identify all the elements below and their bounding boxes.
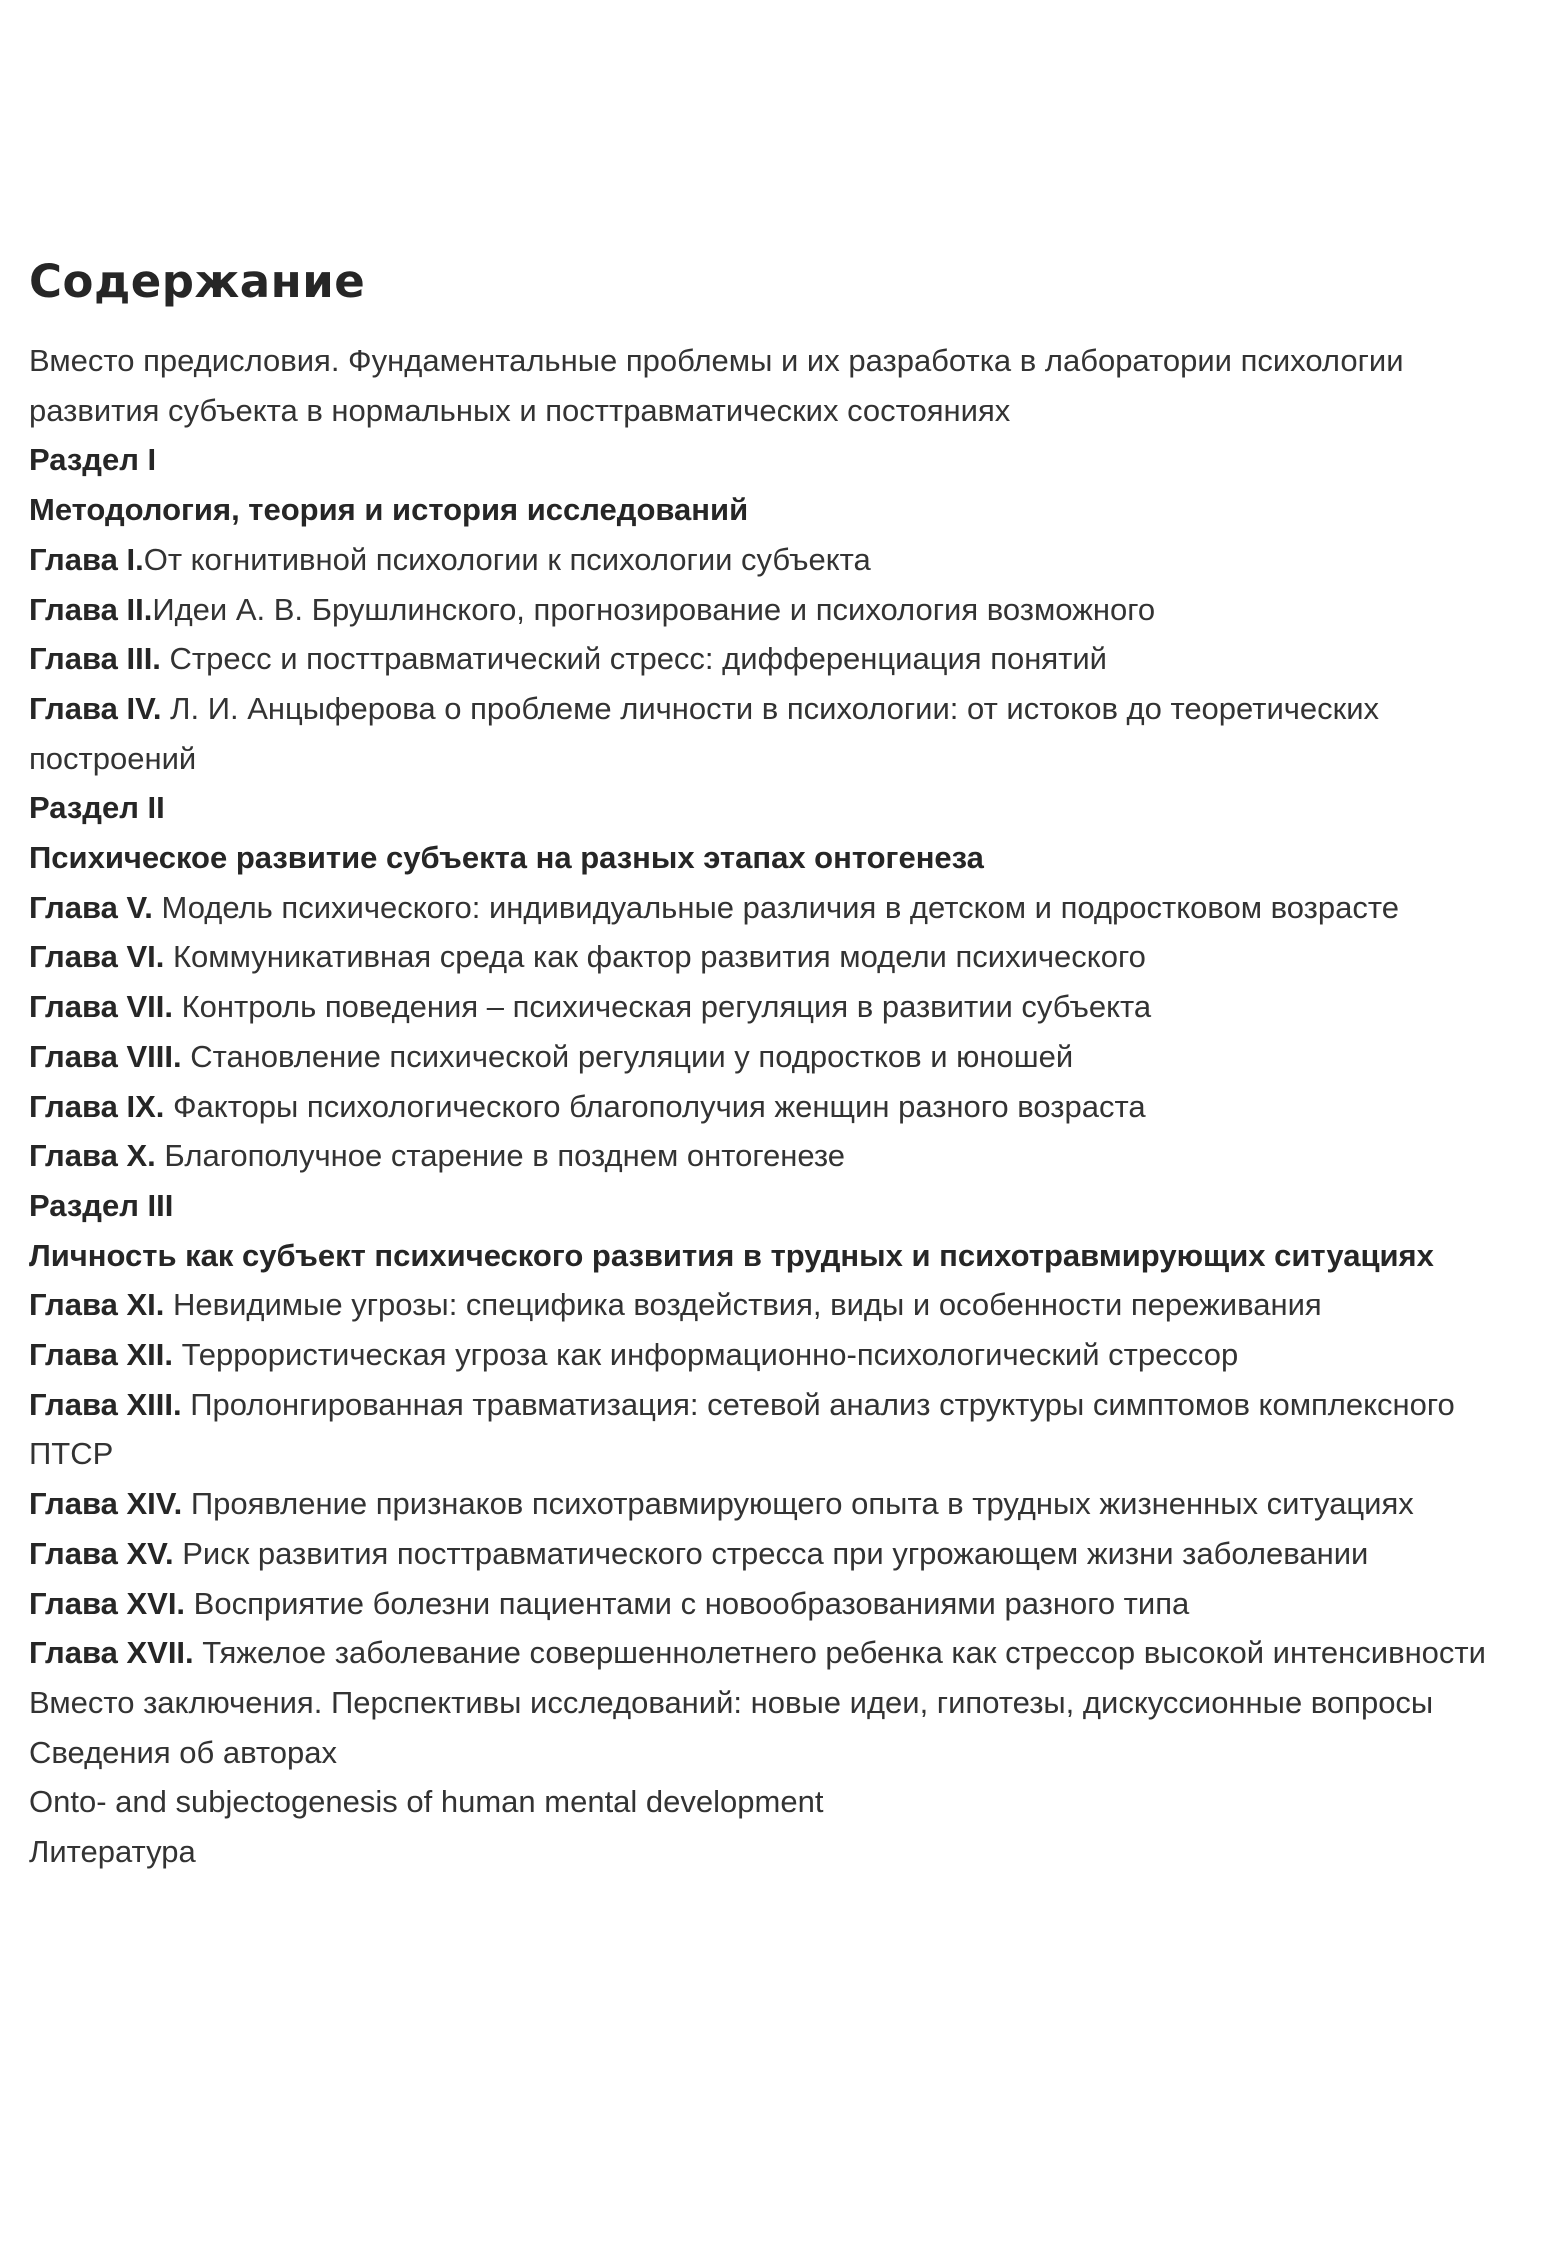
toc-section-heading (29, 1231, 1539, 1281)
contents-page (29, 250, 1539, 1877)
toc-chapter-item (29, 1131, 1539, 1181)
toc-chapter-title: Коммуникативная среда как фактор развития модели психического (164, 939, 1146, 975)
toc-chapter-label: Глава VI. (29, 939, 165, 975)
toc-item-text: Вместо заключения. Перспективы исследований: новые идеи, гипотезы, дискуссионные вопросы (29, 1684, 1434, 1720)
toc-item-text: Onto- and subjectogenesis of human mental development (29, 1784, 824, 1820)
toc-section-text: Раздел III (29, 1187, 174, 1223)
toc-item (29, 1678, 1539, 1728)
page-title: Содержание (29, 255, 366, 308)
toc-chapter-item (29, 684, 1539, 783)
toc-chapter-label: Глава III. (29, 641, 161, 677)
toc-chapter-title: От когнитивной психологии к психологии субъекта (143, 541, 871, 577)
toc-item (29, 1728, 1539, 1778)
toc-chapter-title: Невидимые угрозы: специфика воздействия, виды и особенности переживания (164, 1287, 1322, 1323)
toc-item (29, 1827, 1539, 1877)
toc-chapter-label: Глава IV. (29, 690, 162, 726)
toc-section-text: Раздел II (29, 790, 165, 826)
toc-section-heading (29, 783, 1539, 833)
toc-chapter-item (29, 1032, 1539, 1082)
toc-item (29, 1777, 1539, 1827)
toc-chapter-label: Глава XIII. (29, 1386, 182, 1422)
toc-chapter-title: Факторы психологического благополучия женщин разного возраста (164, 1088, 1146, 1124)
toc-chapter-label: Глава XV. (29, 1535, 174, 1571)
toc-chapter-item (29, 1380, 1539, 1479)
toc-chapter-title: Восприятие болезни пациентами с новообразованиями разного типа (185, 1585, 1190, 1621)
toc-item-text: Сведения об авторах (29, 1734, 337, 1770)
toc-chapter-label: Глава XIV. (29, 1486, 183, 1522)
toc-item-text: Вместо предисловия. Фундаментальные проблемы и их разработка в лаборатории психологии развития субъекта в нормальных и посттравматических состояниях (29, 343, 1404, 428)
toc-chapter-title: Пролонгированная травматизация: сетевой анализ структуры симптомов комплексного ПТСР (29, 1386, 1455, 1472)
toc-item-text: Литература (29, 1834, 196, 1870)
toc-chapter-title: Контроль поведения – психическая регуляция в развитии субъекта (172, 989, 1152, 1025)
toc-chapter-item (29, 634, 1539, 684)
toc-chapter-label: Глава I. (29, 541, 144, 577)
toc-chapter-title: Риск развития посттравматического стресса при угрожающем жизни заболевании (173, 1535, 1369, 1571)
toc-chapter-label: Глава V. (29, 889, 153, 925)
toc-chapter-label: Глава XVI. (29, 1585, 186, 1621)
toc-chapter-item (29, 982, 1539, 1032)
toc-section-text: Личность как субъект психического развития в трудных и психотравмирующих ситуациях (29, 1237, 1434, 1273)
toc-section-heading (29, 435, 1539, 485)
toc-section-heading (29, 833, 1539, 883)
table-of-contents (29, 336, 1539, 1877)
toc-chapter-title: Террористическая угроза как информационно-психологический стрессор (172, 1337, 1239, 1373)
toc-chapter-title: Стресс и посттравматический стресс: дифференциация понятий (160, 641, 1107, 677)
toc-chapter-label: Глава II. (29, 591, 153, 627)
toc-chapter-title: Модель психического: индивидуальные различия в детском и подростковом возрасте (152, 889, 1399, 925)
toc-chapter-title: Тяжелое заболевание совершеннолетнего ребенка как стрессор высокой интенсивности (193, 1635, 1486, 1671)
toc-section-text: Психическое развитие субъекта на разных этапах онтогенеза (29, 840, 984, 876)
toc-chapter-item (29, 1330, 1539, 1380)
toc-chapter-item (29, 1579, 1539, 1629)
toc-chapter-item (29, 1082, 1539, 1132)
toc-chapter-item (29, 1628, 1539, 1678)
toc-chapter-label: Глава XI. (29, 1287, 165, 1323)
toc-item (29, 336, 1539, 435)
toc-chapter-label: Глава XVII. (29, 1635, 194, 1671)
toc-chapter-title: Проявление признаков психотравмирующего опыта в трудных жизненных ситуациях (182, 1486, 1414, 1522)
toc-chapter-item (29, 883, 1539, 933)
toc-chapter-title: Идеи А. В. Брушлинского, прогнозирование и психология возможного (152, 591, 1156, 627)
toc-chapter-item (29, 932, 1539, 982)
toc-chapter-item (29, 585, 1539, 635)
toc-chapter-label: Глава XII. (29, 1337, 173, 1373)
toc-section-heading (29, 1181, 1539, 1231)
toc-section-text: Методология, теория и история исследований (29, 492, 749, 528)
toc-chapter-title: Становление психической регуляции у подростков и юношей (181, 1038, 1074, 1074)
toc-chapter-label: Глава IX. (29, 1088, 165, 1124)
toc-chapter-title: Благополучное старение в позднем онтогенезе (155, 1138, 846, 1174)
toc-chapter-item (29, 1479, 1539, 1529)
toc-chapter-item (29, 1529, 1539, 1579)
toc-chapter-label: Глава VIII. (29, 1038, 182, 1074)
toc-chapter-item (29, 1280, 1539, 1330)
toc-section-heading (29, 485, 1539, 535)
toc-chapter-label: Глава VII. (29, 989, 173, 1025)
toc-chapter-label: Глава X. (29, 1138, 156, 1174)
toc-chapter-item (29, 535, 1539, 585)
toc-section-text: Раздел I (29, 442, 157, 478)
toc-chapter-title: Л. И. Анцыферова о проблеме личности в психологии: от истоков до теоретических построений (29, 690, 1380, 776)
